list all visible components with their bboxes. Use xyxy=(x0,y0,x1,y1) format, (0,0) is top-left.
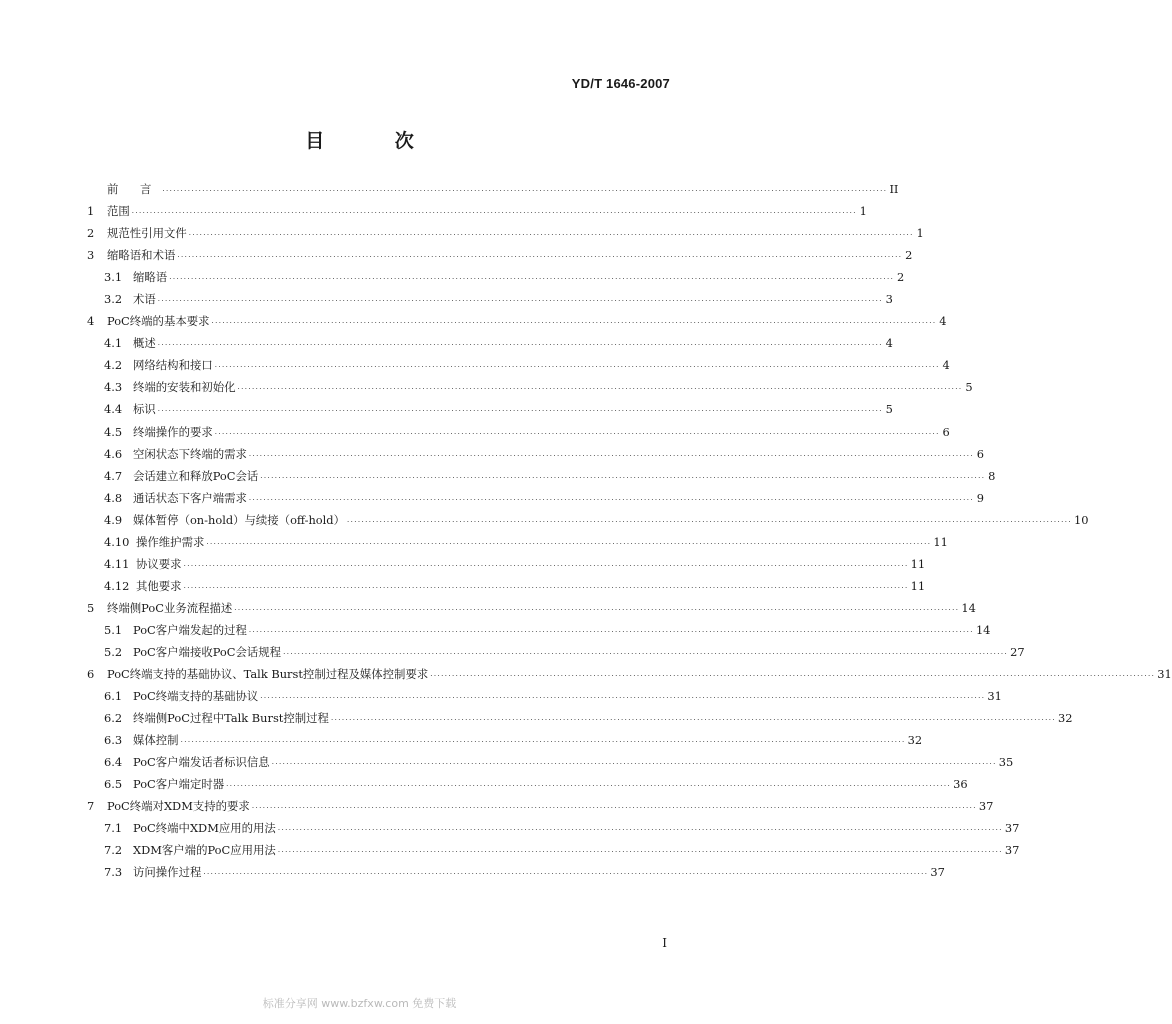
toc-dot-leader: ········································································································································································································ xyxy=(347,517,1073,526)
toc-entry xyxy=(87,751,1014,773)
toc-entry xyxy=(87,376,973,398)
toc-entry-page: 1 xyxy=(859,204,867,219)
toc-entry xyxy=(87,685,1002,707)
toc-entry-number: 2 xyxy=(87,226,95,241)
toc-entry-page: 32 xyxy=(907,733,923,748)
toc-dot-leader: ········································································································································································································ xyxy=(430,672,1156,681)
toc-dot-leader: ········································································································································································································ xyxy=(260,473,986,482)
toc-entry-page: 4 xyxy=(942,358,950,373)
toc-entry-page: 4 xyxy=(939,314,947,329)
toc-entry xyxy=(87,861,945,883)
toc-entry-label: 概述 xyxy=(133,336,156,351)
toc-entry xyxy=(87,222,924,244)
toc-entry-label: 空闲状态下终端的需求 xyxy=(133,446,247,461)
toc-entry-number: 4.2 xyxy=(104,358,123,373)
toc-entry-page: 14 xyxy=(961,600,976,615)
toc-entry-page: 2 xyxy=(896,270,905,285)
toc-entry xyxy=(87,839,1020,861)
toc-entry-page: 11 xyxy=(910,578,926,593)
toc-entry-page: 10 xyxy=(1074,512,1089,527)
toc-entry-page: 3 xyxy=(885,292,893,307)
toc-dot-leader: ········································································································································································································ xyxy=(234,605,960,614)
toc-entry xyxy=(87,773,968,795)
toc-entry-number: 5 xyxy=(87,600,95,615)
toc-entry-number: 3 xyxy=(87,248,95,263)
toc-dot-leader: ········································································································································································································ xyxy=(248,627,974,636)
toc-entry-label: 终端操作的要求 xyxy=(133,424,213,439)
toc-dot-leader: ········································································································································································································ xyxy=(226,782,952,791)
toc-entry-page: 6 xyxy=(976,446,984,461)
toc-entry xyxy=(87,310,947,332)
toc-entry-number: 4.10 xyxy=(104,534,130,549)
toc-entry xyxy=(87,575,926,597)
toc-entry-label: PoC终端对XDM支持的要求 xyxy=(107,799,250,814)
toc-entry-page: 5 xyxy=(885,402,893,417)
toc-entry xyxy=(87,795,994,817)
toc-dot-leader: ········································································································································································································ xyxy=(203,870,929,879)
toc-entry-page: 6 xyxy=(942,424,950,439)
toc-entry-label: PoC终端中XDM应用的用法 xyxy=(133,821,276,836)
toc-entry xyxy=(87,332,893,354)
toc-entry-label: 其他要求 xyxy=(136,578,182,593)
toc-dot-leader: ········································································································································································································ xyxy=(251,804,977,813)
toc-dot-leader: ········································································································································································································ xyxy=(271,760,997,769)
toc-entry-page: 14 xyxy=(975,622,991,637)
toc-entry-number: 5.2 xyxy=(104,644,123,659)
toc-entry-page: 1 xyxy=(916,226,924,241)
toc-entry-number: 6.3 xyxy=(104,733,123,748)
toc-entry-number: 6.2 xyxy=(104,711,123,726)
toc-dot-leader: ········································································································································································································ xyxy=(157,297,883,306)
table-of-contents xyxy=(87,178,1172,884)
toc-dot-leader: ········································································································································································································ xyxy=(180,738,906,747)
toc-entry-page: 2 xyxy=(905,248,913,263)
toc-dot-leader: ········································································································································································································ xyxy=(183,561,909,570)
toc-entry-label: 会话建立和释放PoC会话 xyxy=(133,468,259,483)
toc-dot-leader: ········································································································································································································ xyxy=(206,539,932,548)
toc-entry-number: 6 xyxy=(87,667,95,682)
toc-entry-number: 4.7 xyxy=(104,468,123,483)
toc-entry-label: 标识 xyxy=(133,402,156,417)
toc-entry-number: 4.1 xyxy=(104,336,123,351)
toc-entry-label: 缩略语和术语 xyxy=(107,248,176,263)
toc-entry xyxy=(87,707,1073,729)
toc-dot-leader: ········································································································································································································ xyxy=(237,385,963,394)
toc-entry-number: 3.2 xyxy=(104,292,123,307)
toc-entry xyxy=(87,178,899,200)
toc-entry-label: 前 言 xyxy=(107,182,161,196)
toc-entry-number: 7.2 xyxy=(104,843,123,858)
standard-code: YD/T 1646-2007 xyxy=(571,76,670,91)
toc-dot-leader: ········································································································································································································ xyxy=(177,253,903,262)
toc-entry xyxy=(87,398,893,420)
toc-dot-leader: ········································································································································································································ xyxy=(214,429,940,438)
toc-entry xyxy=(87,641,1025,663)
toc-dot-leader: ········································································································································································································ xyxy=(277,826,1003,835)
toc-entry-page: 27 xyxy=(1010,644,1025,659)
toc-entry-page: 9 xyxy=(976,490,984,505)
toc-dot-leader: ········································································································································································································ xyxy=(211,319,937,328)
toc-entry-number: 6.1 xyxy=(104,689,123,704)
toc-entry-number: 3.1 xyxy=(104,270,123,285)
toc-dot-leader: ········································································································································································································ xyxy=(162,187,888,195)
toc-entry xyxy=(87,443,984,465)
toc-dot-leader: ········································································································································································································ xyxy=(277,848,1003,857)
toc-entry-label: 规范性引用文件 xyxy=(107,226,187,241)
toc-entry-number: 6.5 xyxy=(104,777,123,792)
toc-entry-page: 8 xyxy=(988,468,996,483)
toc-entry-label: 媒体暂停（on-hold）与续接（off-hold） xyxy=(133,512,345,527)
toc-entry xyxy=(87,288,893,310)
toc-entry-label: PoC客户端发话者标识信息 xyxy=(133,755,270,770)
toc-entry xyxy=(87,266,905,288)
toc-entry-number: 4 xyxy=(87,314,95,329)
toc-entry-number: 7.1 xyxy=(104,821,123,836)
toc-entry-page: 37 xyxy=(1004,843,1020,858)
toc-entry xyxy=(87,487,984,509)
toc-entry-page: 5 xyxy=(965,380,973,395)
page-title: 目 次 xyxy=(305,130,446,152)
toc-entry xyxy=(87,553,926,575)
toc-entry-number: 4.6 xyxy=(104,446,123,461)
toc-entry-label: PoC终端支持的基础协议、Talk Burst控制过程及媒体控制要求 xyxy=(107,667,429,682)
toc-dot-leader: ········································································································································································································ xyxy=(157,407,883,416)
toc-entry xyxy=(87,509,1089,531)
toc-dot-leader: ········································································································································································································ xyxy=(157,341,883,350)
toc-entry-page: 32 xyxy=(1057,711,1073,726)
toc-entry-number: 4.5 xyxy=(104,424,123,439)
toc-entry xyxy=(87,421,950,443)
toc-dot-leader: ········································································································································································································ xyxy=(330,716,1056,725)
toc-entry xyxy=(87,465,996,487)
toc-dot-leader: ········································································································································································································ xyxy=(248,495,974,504)
toc-dot-leader: ········································································································································································································ xyxy=(260,694,986,703)
toc-entry-label: 终端侧PoC业务流程描述 xyxy=(107,600,233,615)
toc-entry xyxy=(87,354,950,376)
toc-entry-label: PoC终端支持的基础协议 xyxy=(133,689,259,704)
toc-entry-number: 1 xyxy=(87,204,95,219)
toc-entry-page: 35 xyxy=(998,755,1014,770)
toc-entry-label: 终端的安装和初始化 xyxy=(133,380,236,395)
toc-entry-number: 4.8 xyxy=(104,490,123,505)
toc-entry-label: 媒体控制 xyxy=(133,733,179,748)
toc-entry-label: 范围 xyxy=(107,204,130,219)
toc-entry xyxy=(87,817,1020,839)
toc-entry-number: 4.12 xyxy=(104,578,130,593)
toc-entry-number: 6.4 xyxy=(104,755,123,770)
toc-entry-label: 术语 xyxy=(133,292,156,307)
toc-entry-label: PoC客户端接收PoC会话规程 xyxy=(133,644,282,659)
toc-entry xyxy=(87,663,1172,685)
toc-entry-number: 4.11 xyxy=(104,556,130,571)
toc-entry-label: 协议要求 xyxy=(136,556,182,571)
toc-entry xyxy=(87,531,948,553)
toc-dot-leader: ········································································································································································································ xyxy=(183,583,909,592)
toc-entry xyxy=(87,244,913,266)
toc-dot-leader: ········································································································································································································ xyxy=(131,209,857,218)
toc-entry-label: 缩略语 xyxy=(133,270,168,285)
toc-entry-number: 4.4 xyxy=(104,402,123,417)
toc-entry-number: 7 xyxy=(87,799,95,814)
toc-entry-page: 36 xyxy=(953,777,968,792)
toc-entry-label: PoC客户端发起的过程 xyxy=(133,622,247,637)
toc-entry-number: 4.9 xyxy=(104,512,123,527)
toc-dot-leader: ········································································································································································································ xyxy=(188,231,914,240)
toc-entry xyxy=(87,729,923,751)
toc-entry-label: XDM客户端的PoC应用用法 xyxy=(133,843,276,858)
watermark: 标准分享网 www.bzfxw.com 免费下载 xyxy=(262,997,457,1010)
toc-dot-leader: ········································································································································································································ xyxy=(214,363,940,372)
toc-entry-page: 37 xyxy=(1004,821,1020,836)
toc-dot-leader: ········································································································································································································ xyxy=(283,649,1009,658)
toc-entry-page: 37 xyxy=(930,865,945,880)
toc-dot-leader: ········································································································································································································ xyxy=(248,451,974,460)
toc-entry-page: 11 xyxy=(910,556,926,571)
toc-entry-page: 11 xyxy=(933,534,948,549)
toc-entry-label: 操作维护需求 xyxy=(136,534,205,549)
toc-entry-number: 5.1 xyxy=(104,622,123,637)
toc-entry-label: 访问操作过程 xyxy=(133,865,202,880)
toc-entry-label: 终端侧PoC过程中Talk Burst控制过程 xyxy=(133,711,329,726)
toc-entry xyxy=(87,619,991,641)
toc-entry-page: 4 xyxy=(885,336,893,351)
toc-entry-label: 通话状态下客户端需求 xyxy=(133,490,247,505)
page-number: I xyxy=(662,936,667,950)
toc-entry-page: II xyxy=(889,182,899,196)
toc-entry-page: 31 xyxy=(1157,667,1172,682)
toc-entry-label: PoC终端的基本要求 xyxy=(107,314,210,329)
toc-dot-leader: ········································································································································································································ xyxy=(169,275,895,284)
toc-entry-label: PoC客户端定时器 xyxy=(133,777,225,792)
toc-entry-page: 37 xyxy=(978,799,994,814)
toc-entry-number: 7.3 xyxy=(104,865,123,880)
toc-entry xyxy=(87,200,867,222)
toc-entry xyxy=(87,597,976,619)
toc-entry-label: 网络结构和接口 xyxy=(133,358,213,373)
toc-entry-number: 4.3 xyxy=(104,380,123,395)
toc-entry-page: 31 xyxy=(987,689,1002,704)
